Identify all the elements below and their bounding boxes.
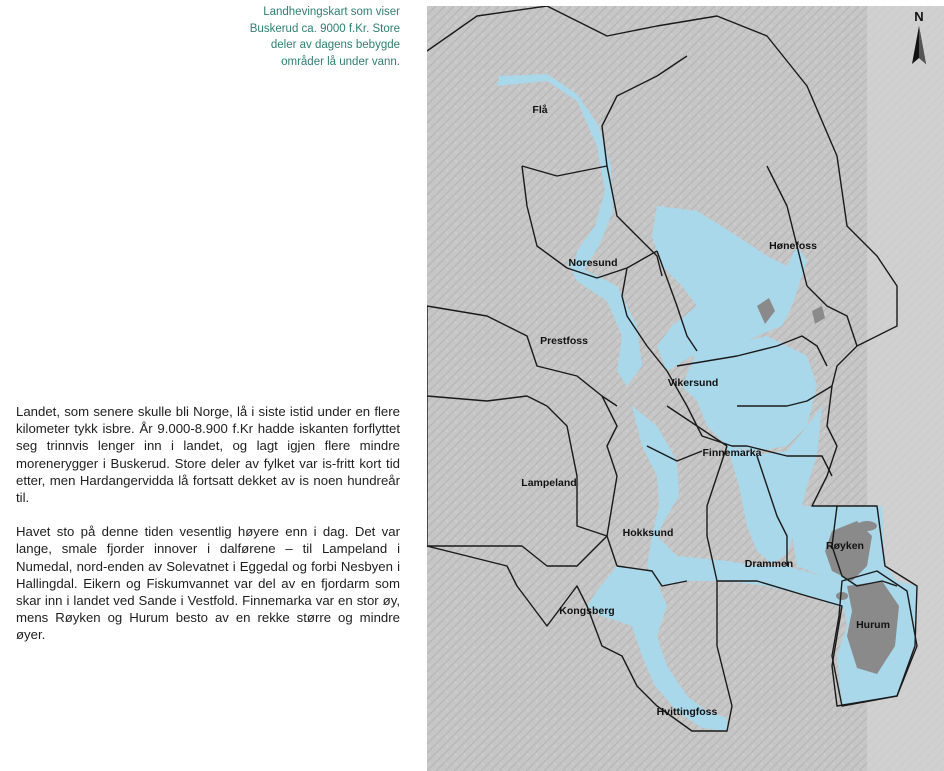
place-label-hokksund: Hokksund	[622, 527, 674, 539]
place-label-fla: Flå	[532, 104, 548, 116]
place-label-honefoss: Hønefoss	[769, 240, 817, 252]
place-label-lampeland: Lampeland	[521, 477, 577, 489]
place-label-vikersund: Vikersund	[667, 377, 719, 389]
north-arrow-letter: N	[914, 9, 924, 24]
place-label-noresund: Noresund	[568, 257, 618, 269]
paragraph-1: Landet, som senere skulle bli Norge, lå i siste istid under en flere kilometer tykk isbre. År 9.000-8.900 f.Kr hadde iskanten forflyttet seg trinnvis lenger inn i landet, og lagt igjen flere mindre morenerygger i Buskerud. Store deler av fylket var is-fritt kort tid etter, men Hardangervidda lå fortsatt dekket av is noen hundreår til.	[16, 404, 400, 506]
place-label-hvittingfoss: Hvittingfoss	[656, 706, 718, 718]
place-label-drammen: Drammen	[744, 558, 794, 570]
paragraph-2: Havet sto på denne tiden vesentlig høyere enn i dag. Det var lange, smale fjorder innover i dalførene – til Lampeland i Numedal, nord-enden av Solevatnet i Eggedal og forbi Nesbyen i Hallingdal. Eikern og Fiskumvannet var del av en fjordarm som skar inn i landet ved Sande i Vestfold. Finnemarka var en stor øy, mens Røyken og Hurum besto av en rekke større og mindre øyer.	[16, 524, 400, 643]
place-label-finnemarka: Finnemarka	[702, 447, 762, 459]
place-label-royken: Røyken	[826, 540, 864, 552]
article-text	[16, 403, 400, 661]
place-label-hurum: Hurum	[856, 619, 890, 631]
land-uplift-map	[427, 6, 944, 771]
place-label-prestfoss: Prestfoss	[540, 335, 588, 347]
place-label-kongsberg: Kongsberg	[559, 605, 615, 617]
map-caption: Landhevingskart som viser Buskerud ca. 9000 f.Kr. Store deler av dagens bebygde områder lå under vann.	[249, 6, 400, 68]
map-svg	[427, 6, 944, 771]
